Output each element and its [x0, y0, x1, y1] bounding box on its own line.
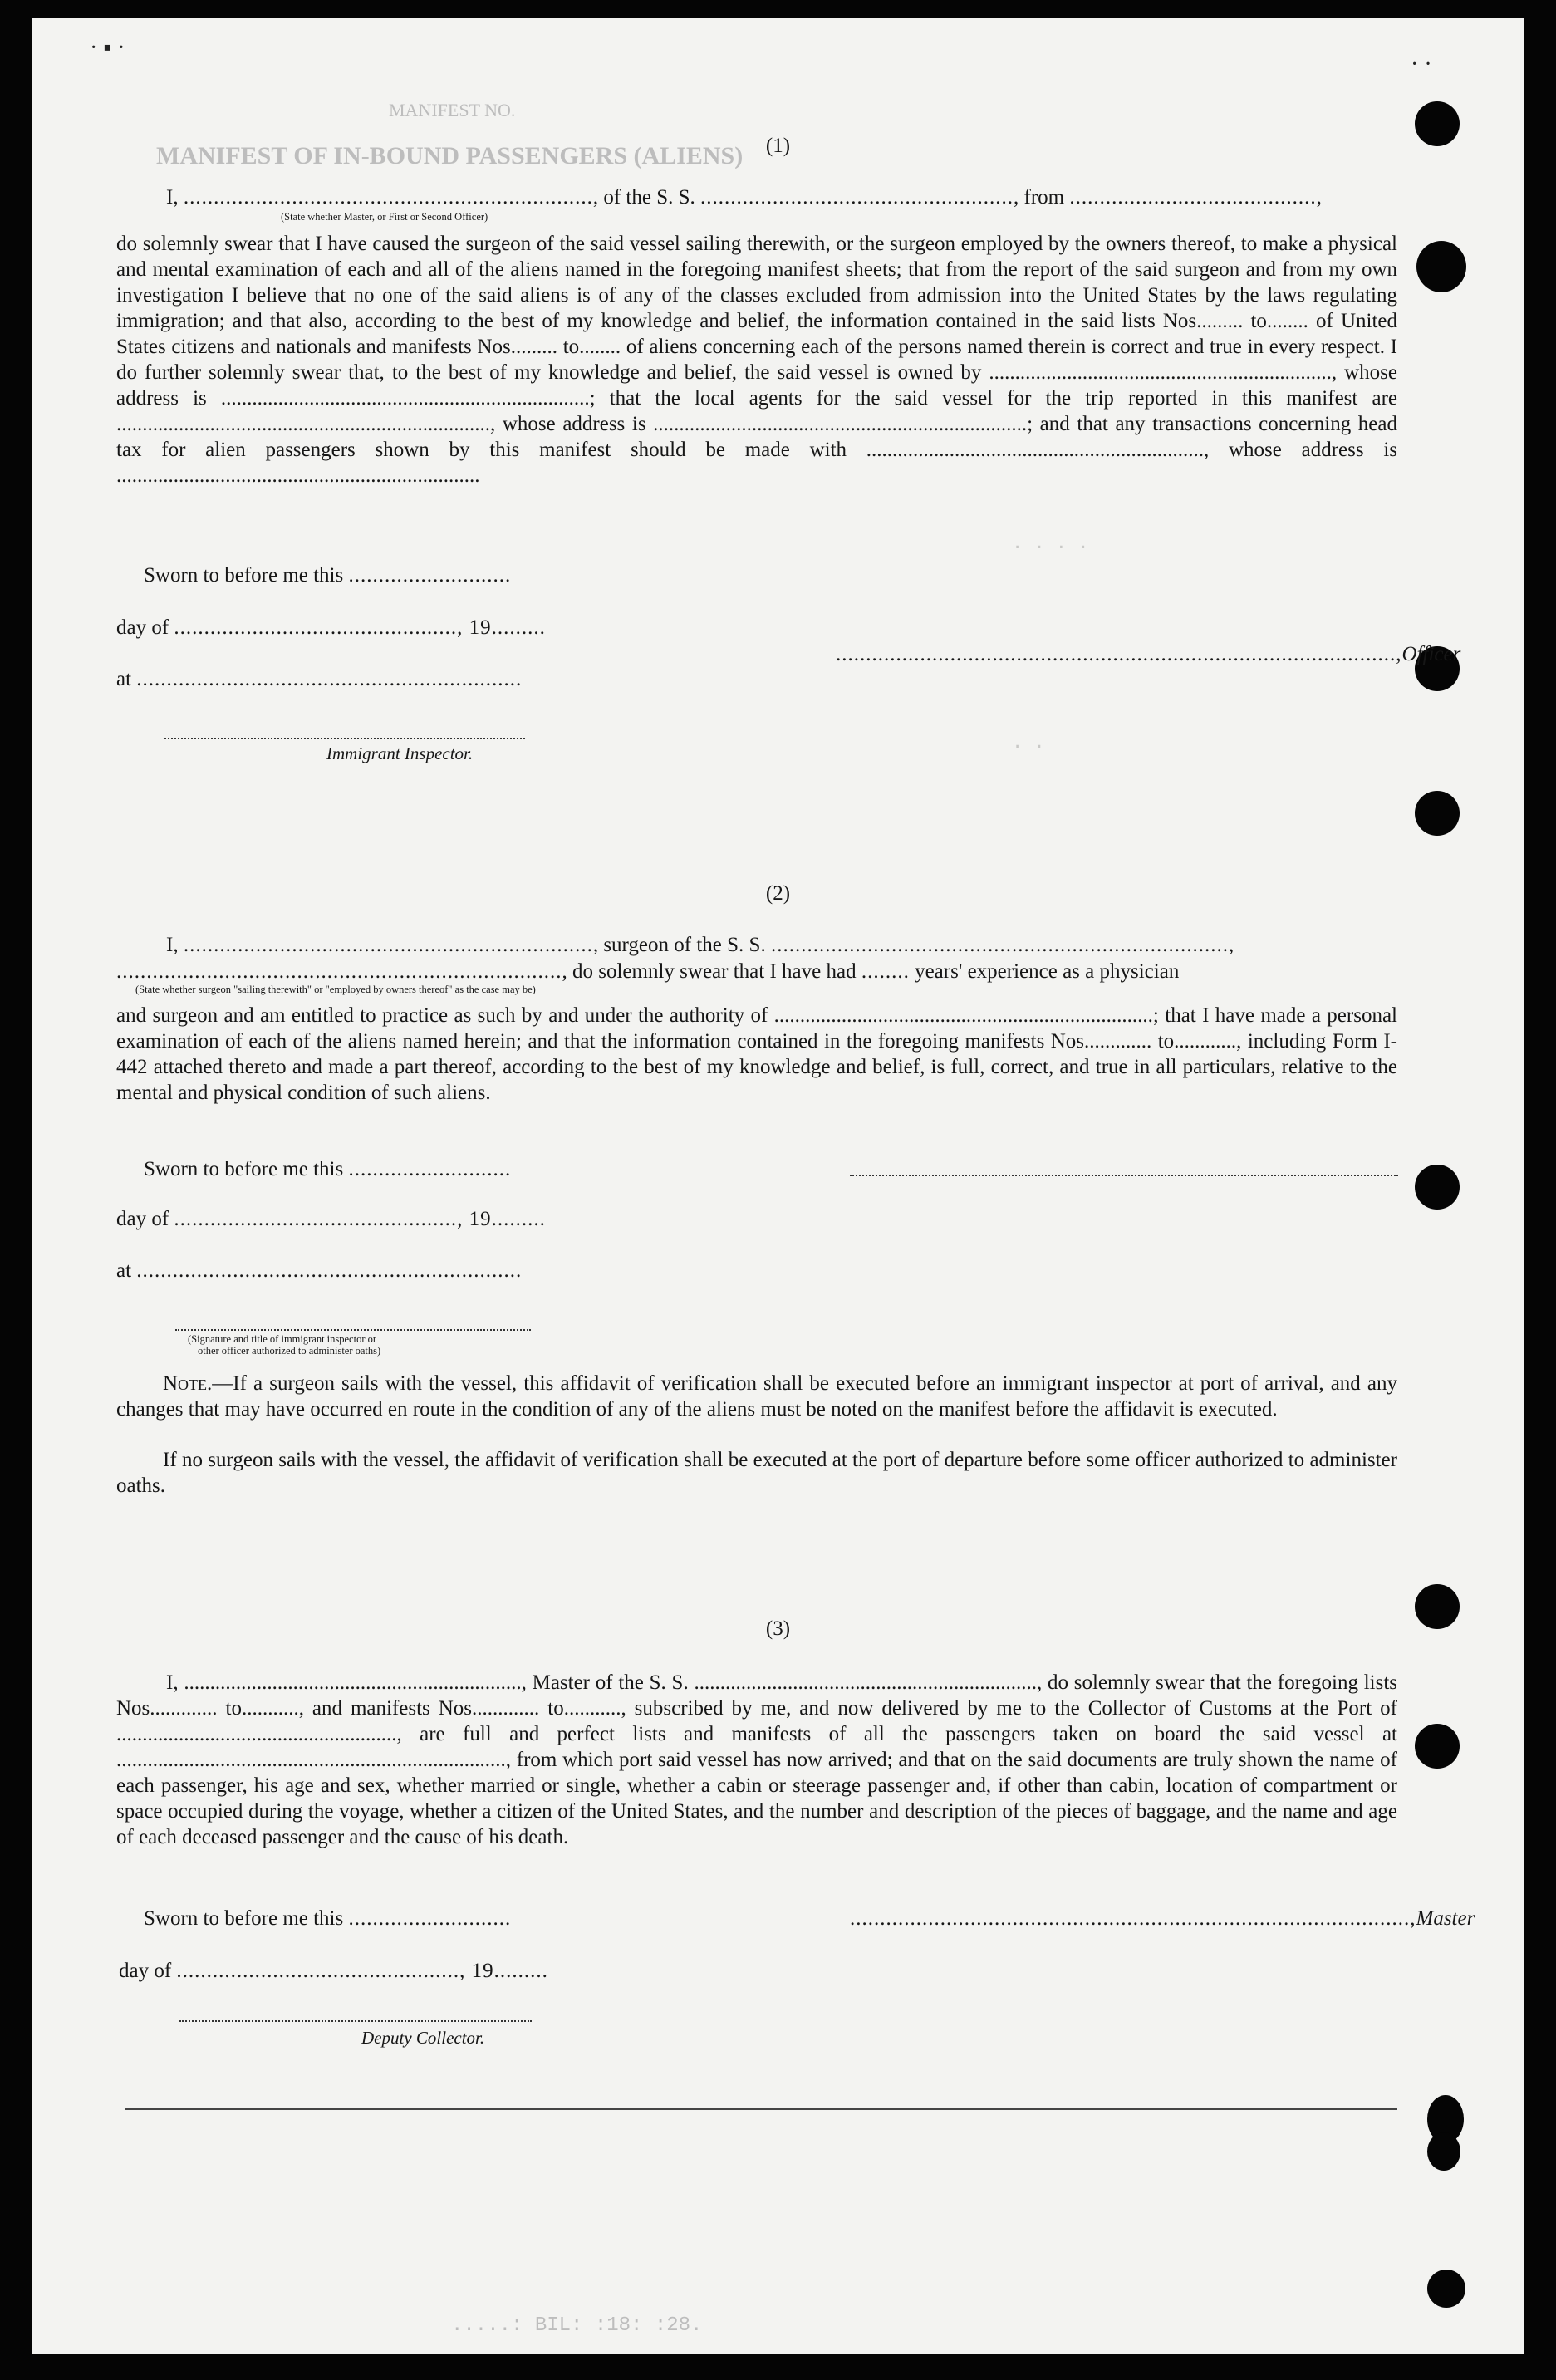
section-3-day-of: day of ..............................................., 19.........: [119, 1960, 548, 1982]
faint-title: MANIFEST OF IN-BOUND PASSENGERS (ALIENS): [156, 142, 744, 169]
bottom-rule: [125, 2108, 1397, 2110]
section-1-oath-paragraph: do solemnly swear that I have caused the surgeon of the said vessel sailing therewith, or the surgeon employed by the owners thereof, to make a physical and mental examination of each and all of the aliens named in the foregoing manifest sheets; that from the report of the said surgeon and from my own investigation I believe that no one of the said aliens is of any of the classes excluded from admission into the United States by the laws regulating immigration; and that also, according to the best of my knowledge and belief, the information contained in the said lists Nos......... to........ of United States citizens and nationals and manifests Nos......... to........ of aliens concerning each of the persons named therein is correct and true in every respect. I do further solemnly swear that, to the best of my knowledge and belief, the said vessel is owned by .................................................................., whose address is .......................................................................; that the local agents for the said vessel for the trip reported in this manifest are ........................................................................, whose address is ........................................................................; and that any transactions concerning head tax for alien passengers shown by this manifest should be made with ................................................................., whose address is ......................................................................: [116, 233, 1397, 487]
form-sheet: [32, 18, 1524, 2354]
ghost-typing: . . . .: [1012, 533, 1089, 554]
section-2-caption: (State whether surgeon "sailing therewith" or "employed by owners thereof" as the case may be): [135, 984, 536, 995]
section-3-number: (3): [765, 1617, 791, 1640]
section-1-opening-line: [166, 184, 1323, 210]
section-1-sworn: Sworn to before me this ...........................: [144, 564, 512, 586]
section-2-number: (2): [765, 882, 791, 905]
section-1-at: at ................................................................: [116, 668, 523, 690]
vessel-blank: ....................................................: [700, 186, 1014, 209]
section-1-officer-line: .............................................................................................,Officer: [836, 643, 1461, 665]
section-2-day-of: day of ..............................................., 19.........: [116, 1208, 546, 1230]
section-1-number: (1): [765, 135, 791, 157]
punch-hole: [1427, 2270, 1465, 2308]
note-paragraph-2: If no surgeon sails with the vessel, the affidavit of verification shall be executed at the port of departure before some officer authorized to administer oaths.: [116, 1449, 1397, 1497]
section-1-caption: (State whether Master, or First or Second Officer): [281, 211, 488, 223]
section-2-sig-caption-1: (Signature and title of immigrant inspector or: [188, 1333, 377, 1345]
name-blank: ....................................................................: [183, 186, 593, 209]
punch-hole: [1415, 791, 1460, 836]
from-blank: .........................................,: [1069, 186, 1323, 209]
section-2-sworn: Sworn to before me this ...........................: [144, 1158, 512, 1180]
ink-specks: · ▪ ·: [90, 35, 125, 61]
faint-footer-stamp: .....: BIL: :18: :28.: [451, 2314, 703, 2337]
section-2-opening-line: I, ...................................................................., surgeon of the S. S. ............................................................................,: [166, 934, 1235, 956]
of-ss-label: , of the S. S.: [592, 186, 701, 209]
immigrant-inspector-label: Immigrant Inspector.: [326, 743, 474, 763]
section-3-master-line: .............................................................................................,Master: [850, 1907, 1475, 1930]
note-label: Note.: [163, 1372, 213, 1395]
section-2-oath-paragraph: and surgeon and am entitled to practice as such by and under the authority of .........................................................................; that I have made a personal examination of each of the aliens named herein; and that the information contained in the foregoing manifests Nos............. to............, including Form I-442 attached thereto and made a part thereof, according to the best of my knowledge and belief, is full, correct, and true in all particulars, relative to the mental and physical condition of such aliens.: [116, 1004, 1397, 1104]
section-2-sig-caption-2: other officer authorized to administer oaths): [198, 1345, 381, 1357]
section-2-at: at ................................................................: [116, 1259, 523, 1282]
officer-label: Officer: [1401, 643, 1461, 665]
punch-hole: [1415, 1724, 1460, 1769]
punch-hole: [1427, 2132, 1460, 2171]
master-label: Master: [1416, 1907, 1475, 1930]
section-3-oath-paragraph: I, ................................................................., Master of the S. S. .................................................................., do solemnly swear that the foregoing lists Nos............. to..........., and manifests Nos............. to..........., subscribed by me, and now delivered by me to the Collector of Customs at the Port of ......................................................, are full and perfect lists and manifests of all the passengers taken on board the said vessel at ..........................................................................., from which port said vessel has now arrived; and that on the said documents are truly shown the name of each passenger, his age and sex, whether married or single, whether a cabin or steerage passenger and, if other than cabin, location of compartment or space occupied during the voyage, whether a citizen of the United States, and the number and description of the pieces of baggage, and the name and age of each deceased passenger and the cause of his death.: [116, 1671, 1397, 1848]
section-1-day-of: day of ..............................................., 19.........: [116, 616, 546, 639]
punch-hole: [1416, 241, 1466, 292]
from-label: , from: [1014, 186, 1070, 209]
punch-hole: [1415, 1165, 1460, 1210]
section-2-signature-line-right: [850, 1175, 1398, 1176]
note-paragraph: [116, 1371, 1397, 1422]
deputy-collector-label: Deputy Collector.: [361, 2028, 485, 2048]
ghost-typing: . .: [1012, 733, 1045, 753]
pronoun-i: I,: [166, 186, 184, 209]
section-2-signature-line: [175, 1329, 531, 1331]
deputy-collector-signature-line: [179, 2020, 532, 2022]
ink-specks: · ·: [1411, 52, 1432, 77]
inspector-signature-line: [164, 738, 525, 739]
note-text: —If a surgeon sails with the vessel, this affidavit of verification shall be executed before an immigrant inspector at port of arrival, and any changes that may have occurred en route in the condition of any of the aliens must be noted on the manifest before the affidavit is executed.: [116, 1372, 1397, 1421]
faint-manifest-no: MANIFEST NO.: [389, 100, 516, 120]
section-3-sworn: Sworn to before me this ...........................: [144, 1907, 512, 1930]
section-2-second-line: .........................................................................., do solemnly swear that I have had ........ years' experience as a physician: [116, 960, 1180, 983]
